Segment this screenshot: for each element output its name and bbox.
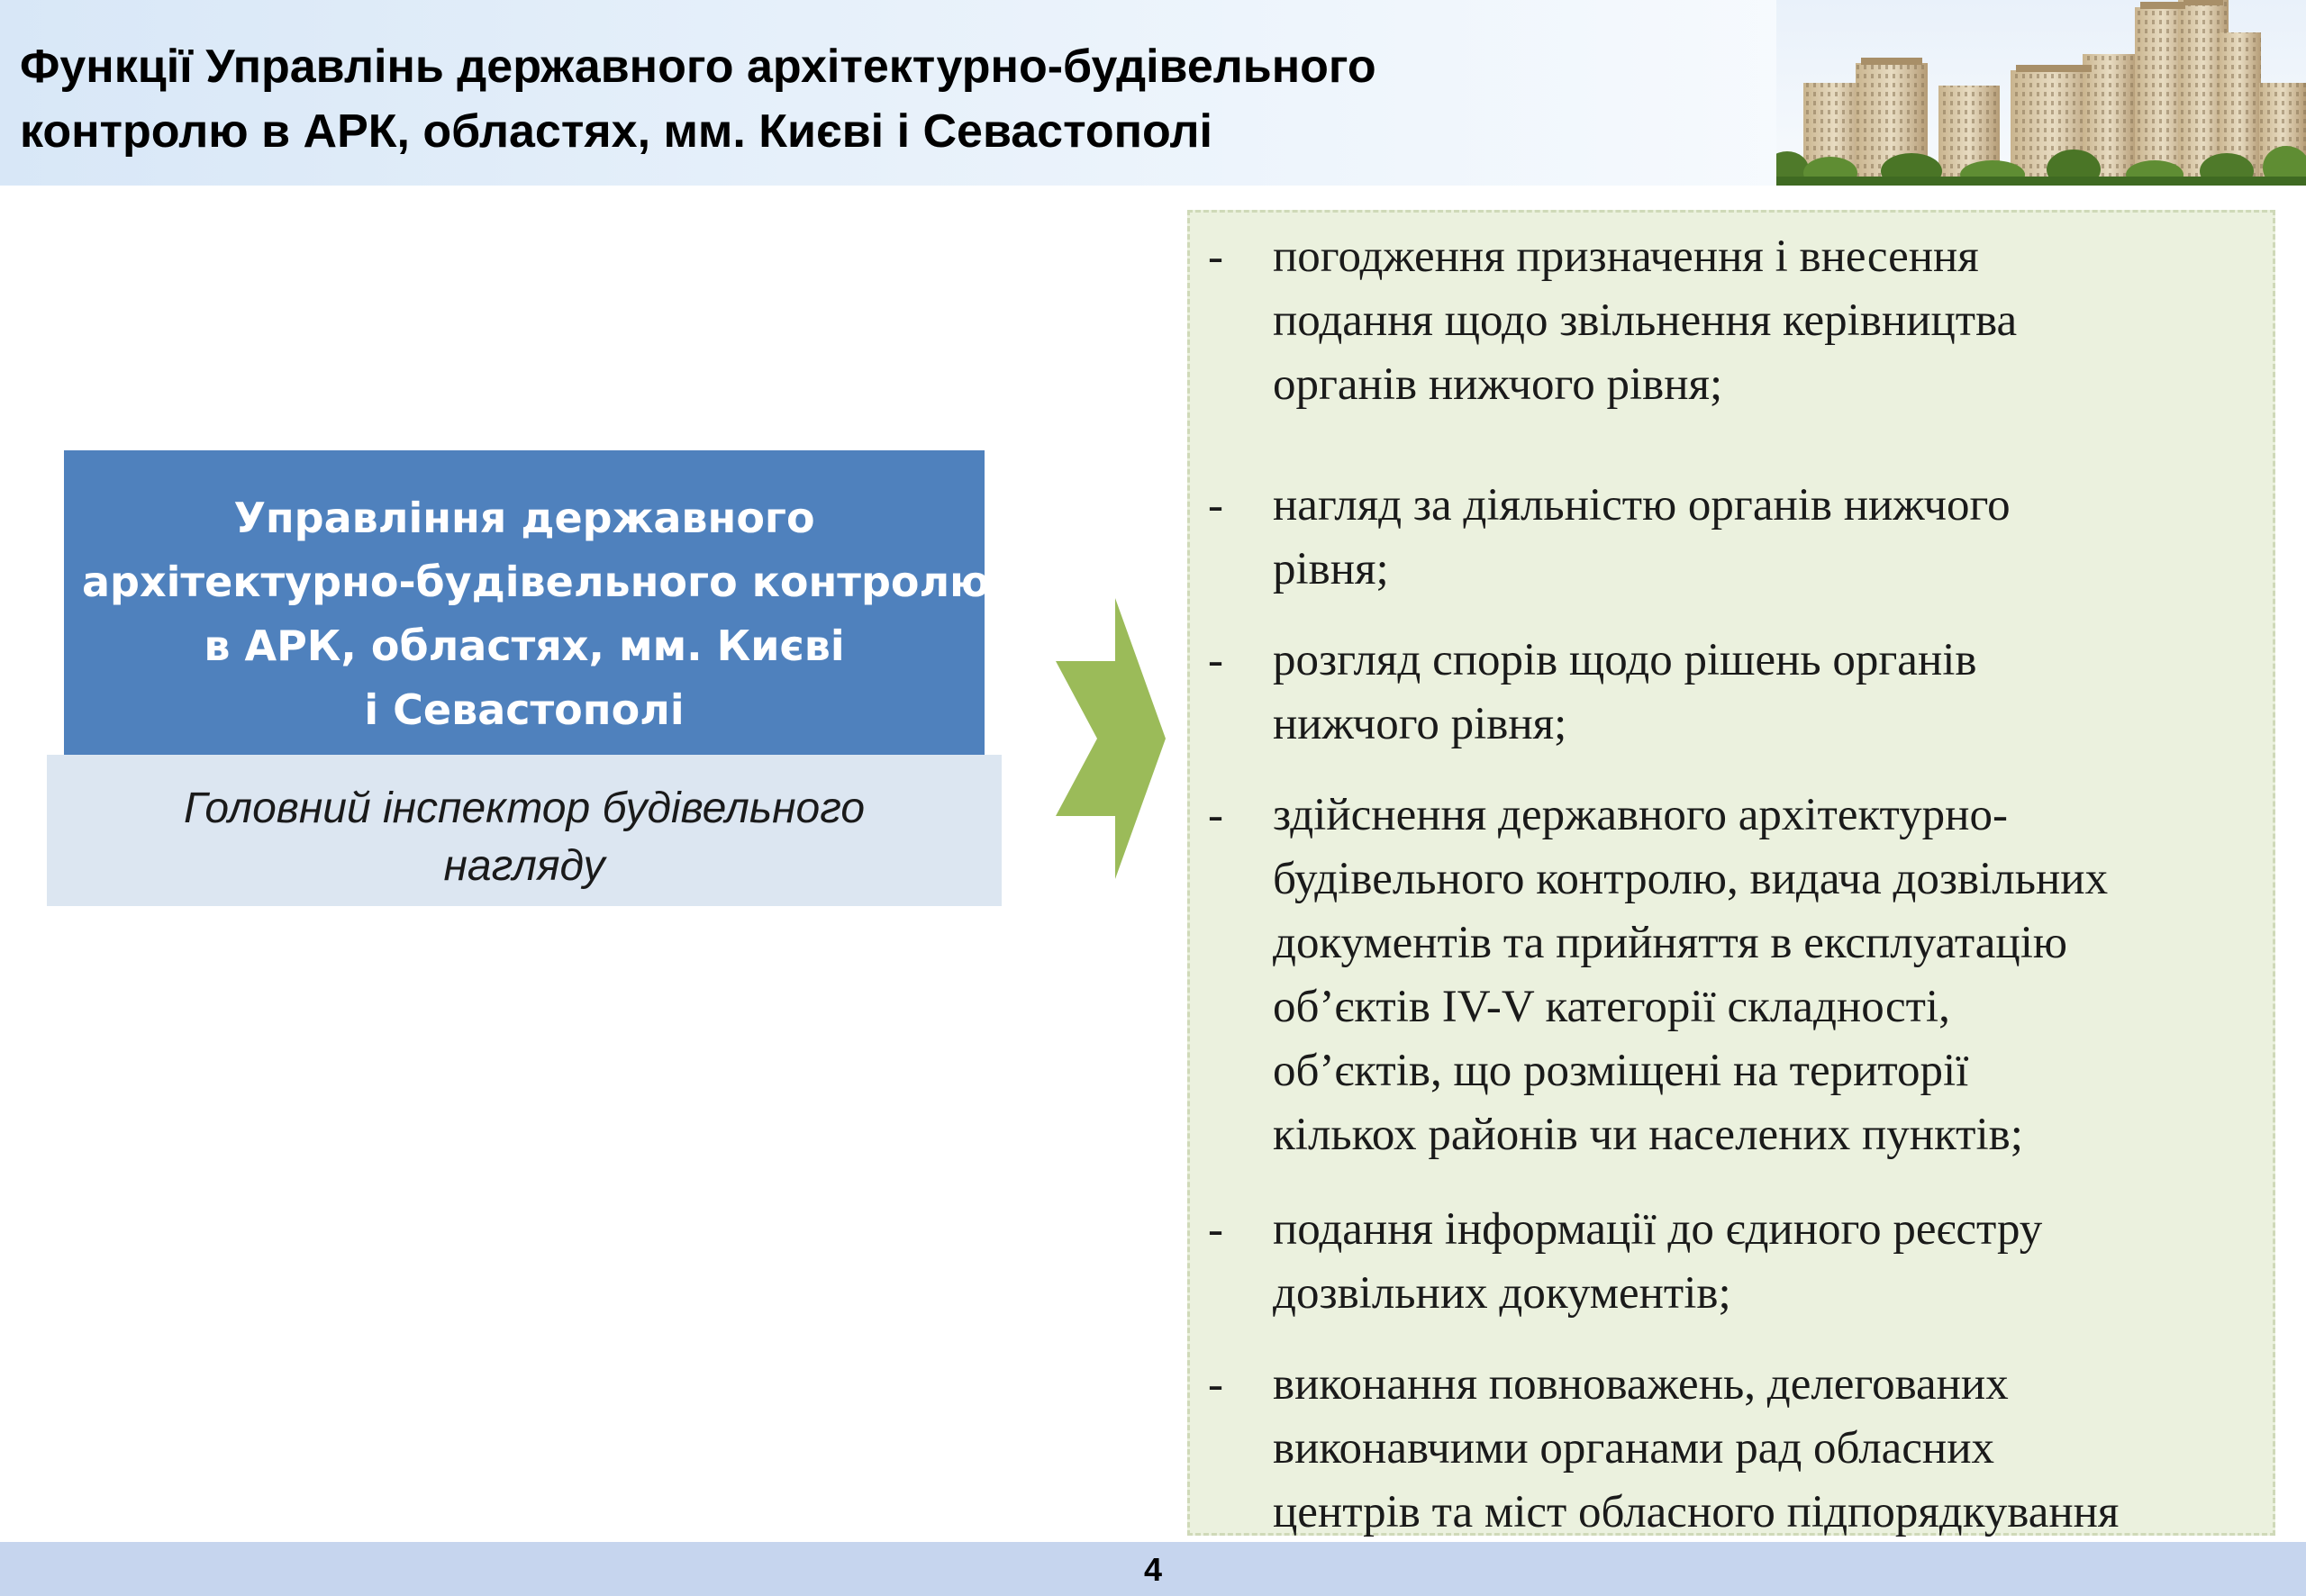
function-text-line: подання інформації до єдиного реєстру bbox=[1273, 1204, 2043, 1255]
function-text-line: будівельного контролю, видача дозвільних bbox=[1273, 854, 2109, 904]
list-dash: - bbox=[1208, 1359, 1223, 1410]
authority-title-line-2: архітектурно-будівельного контролю bbox=[82, 558, 990, 606]
function-text-line: погодження призначення і внесення bbox=[1273, 231, 1979, 282]
function-text bbox=[1273, 474, 2273, 602]
function-text-line: кількох районів чи населених пунктів; bbox=[1273, 1110, 2023, 1160]
inspector-line-1: Головний інспектор будівельного bbox=[183, 784, 866, 832]
slide-title-line-2: контролю в АРК, областях, мм. Києві і Севастополі bbox=[20, 105, 1212, 158]
city-skyline-icon bbox=[1776, 0, 2306, 186]
page-number: 4 bbox=[1143, 1551, 1163, 1588]
function-text-line: рівня; bbox=[1273, 544, 1389, 594]
function-text-line: розгляд спорів щодо рішень органів bbox=[1273, 635, 1977, 685]
chevron-right-arrow-icon bbox=[1056, 598, 1166, 879]
list-dash: - bbox=[1208, 635, 1223, 685]
function-text bbox=[1273, 1353, 2273, 1545]
authority-title-line-1: Управління державного bbox=[233, 494, 815, 542]
function-text-line: виконання повноважень, делегованих bbox=[1273, 1359, 2009, 1410]
function-text-line: об’єктів, що розміщені на території bbox=[1273, 1046, 1969, 1096]
function-text-line: виконавчими органами рад обласних bbox=[1273, 1423, 1995, 1474]
function-text-line: здійснення державного архітектурно- bbox=[1273, 790, 2008, 840]
function-text-line: дозвільних документів; bbox=[1273, 1268, 1731, 1319]
authority-title-line-3: в АРК, областях, мм. Києві bbox=[204, 621, 845, 670]
function-text bbox=[1273, 784, 2273, 1167]
function-text-line: документів та прийняття в експлуатацію bbox=[1273, 918, 2067, 968]
function-text-line: органів нижчого рівня; bbox=[1273, 359, 1723, 410]
list-dash: - bbox=[1208, 480, 1223, 530]
slide-title-line-1: Функції Управлінь державного архітектурно-будівельного bbox=[20, 41, 1376, 93]
inspector-line-2: нагляду bbox=[443, 842, 605, 890]
function-text-line: нагляд за діяльністю органів нижчого bbox=[1273, 480, 2011, 530]
function-text bbox=[1273, 225, 2273, 417]
function-text bbox=[1273, 629, 2273, 757]
function-text-line: центрів та міст обласного підпорядкування bbox=[1273, 1487, 2120, 1537]
list-dash: - bbox=[1208, 790, 1223, 840]
inspector-box bbox=[47, 755, 1002, 906]
slide-title bbox=[20, 34, 1731, 164]
slide-footer bbox=[0, 1542, 2306, 1596]
authority-box bbox=[64, 450, 990, 767]
authority-title-line-4: і Севастополі bbox=[364, 685, 685, 734]
function-text-line: нижчого рівня; bbox=[1273, 699, 1567, 749]
function-text-line: подання щодо звільнення керівництва bbox=[1273, 295, 2018, 346]
list-dash: - bbox=[1208, 231, 1223, 282]
functions-panel bbox=[1187, 210, 2275, 1536]
function-text bbox=[1273, 1198, 2273, 1326]
list-dash: - bbox=[1208, 1204, 1223, 1255]
slide-header bbox=[0, 0, 2306, 186]
function-text-line: об’єктів IV-V категорії складності, bbox=[1273, 982, 1950, 1032]
